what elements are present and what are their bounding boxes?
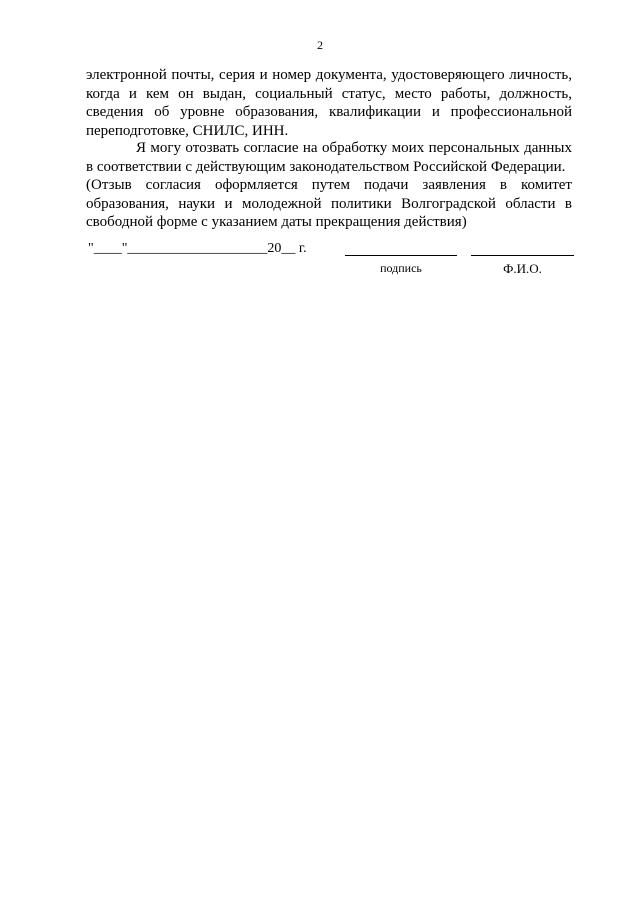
page-number: 2 xyxy=(317,38,323,52)
signature-row xyxy=(86,241,576,281)
paragraph-withdraw-consent: Я могу отозвать согласие на обработку моих персональных данных в соответствии с действующим законодательством Российской Федерации. xyxy=(86,140,572,175)
paragraph-data-list-continuation: электронной почты, серия и номер документа, удостоверяющего личность, когда и кем он выдан, социальный статус, место работы, должность, сведения об уровне образования, квалификации и профессиональной переподготовке, СНИЛС, ИНН. xyxy=(86,67,572,139)
signature-line xyxy=(345,255,457,256)
date-field: "____"____________________20__ г. xyxy=(88,241,307,256)
signature-label: подпись xyxy=(380,261,422,275)
fio-label: Ф.И.О. xyxy=(503,261,542,276)
fio-line xyxy=(471,255,574,256)
paragraph-withdraw-procedure: (Отзыв согласия оформляется путем подачи заявления в комитет образования, науки и молодежной политики Волгоградской области в свободной форме с указанием даты прекращения действия) xyxy=(86,177,572,230)
